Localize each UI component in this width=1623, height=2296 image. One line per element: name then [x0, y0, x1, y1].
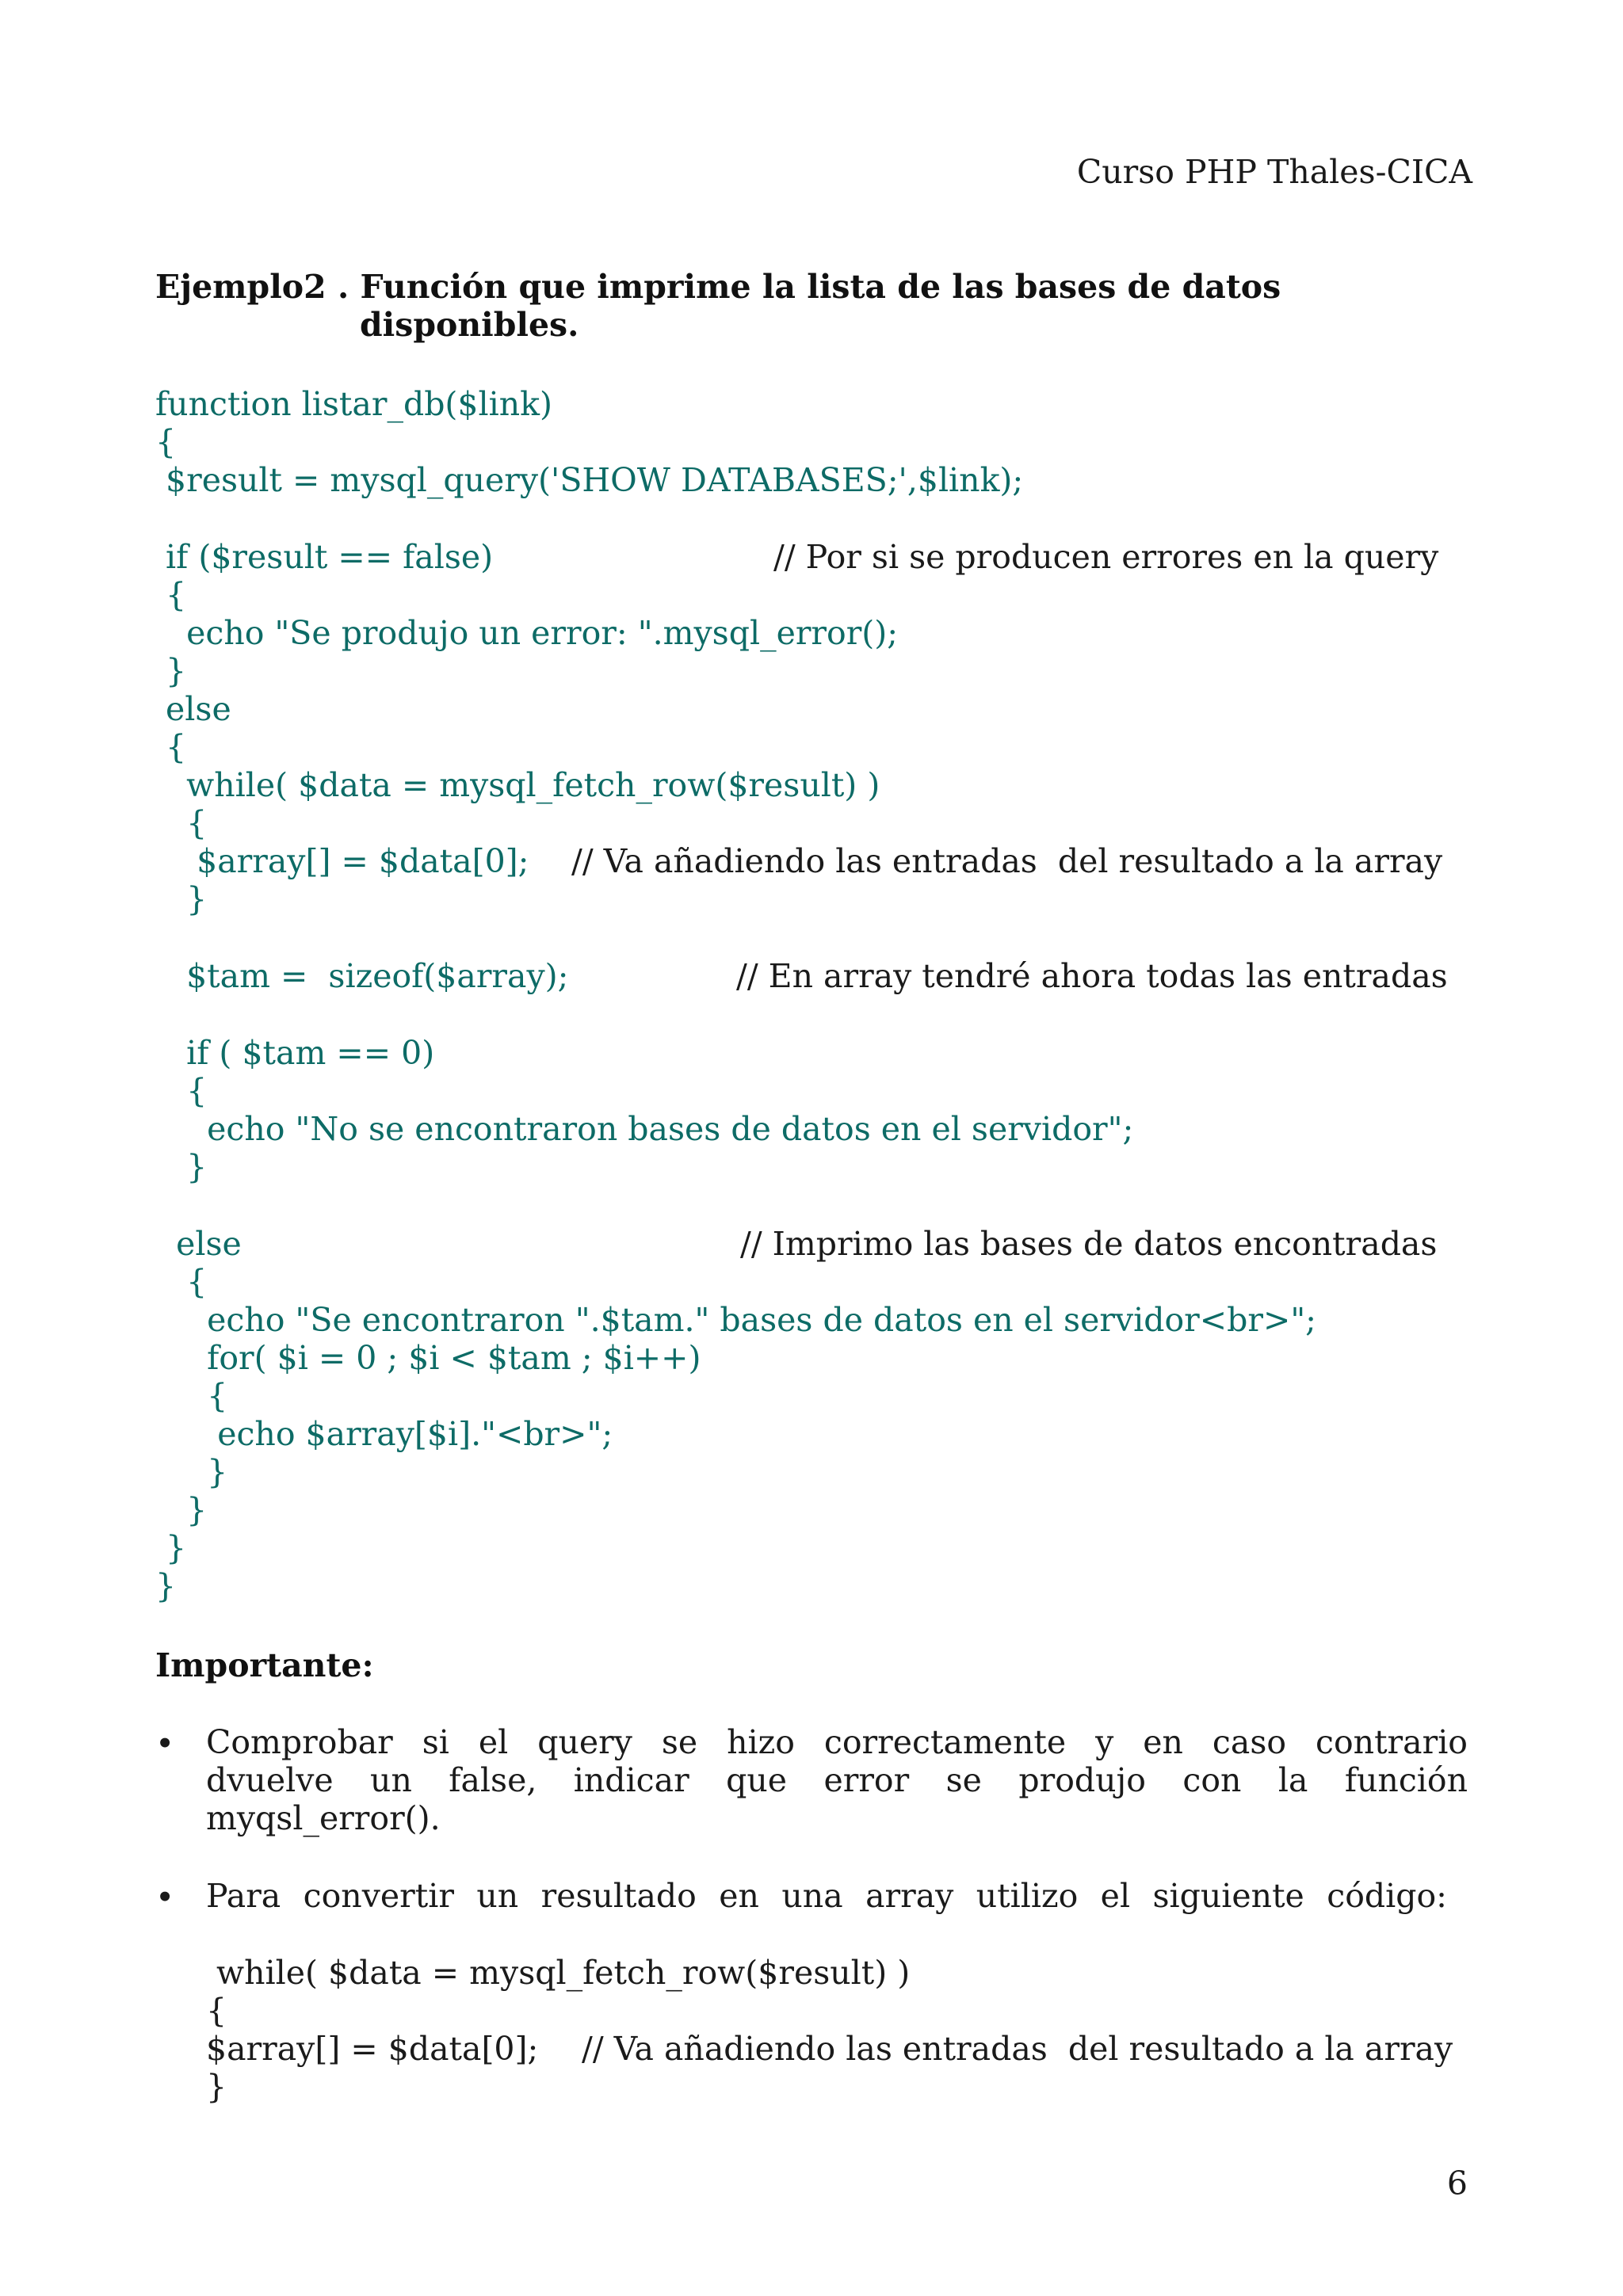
code-comment: // Va añadiendo las entradas del resultado a la array: [571, 842, 1443, 880]
code-line: }: [155, 652, 187, 690]
code-line: {: [155, 423, 177, 461]
code-line: $array[] = $data[0];: [155, 842, 529, 880]
code-line: $result = mysql_query('SHOW DATABASES;',$link);: [155, 461, 1024, 499]
code-line: echo "Se encontraron ".$tam." bases de datos en el servidor<br>";: [155, 1301, 1316, 1339]
code-line: while( $data = mysql_fetch_row($result) ): [206, 1954, 911, 1992]
code-line: {: [155, 1072, 208, 1110]
code-comment: // Va añadiendo las entradas del resultado a la array: [582, 2030, 1453, 2068]
code-comment: // En array tendré ahora todas las entradas: [736, 957, 1448, 995]
code-line: {: [206, 1992, 227, 2030]
code-line: }: [155, 1491, 208, 1529]
code-line: echo "Se produjo un error: ".mysql_error();: [155, 614, 899, 652]
bullet-1-marker: •: [155, 1725, 175, 1763]
code-line: {: [155, 576, 187, 614]
important-heading: Importante:: [155, 1646, 374, 1684]
code-line: }: [155, 880, 208, 918]
code-line: for( $i = 0 ; $i < $tam ; $i++): [155, 1339, 701, 1377]
code-line: $tam = sizeof($array);: [155, 957, 569, 995]
example-title-line-1: Ejemplo2 . Función que imprime la lista de las bases de datos: [155, 268, 1281, 306]
example-title: [155, 268, 1281, 344]
code-line: else: [155, 1225, 242, 1263]
running-header: Curso PHP Thales-CICA: [1076, 153, 1472, 191]
page-number: 6: [1446, 2164, 1468, 2203]
code-line: {: [155, 1263, 208, 1301]
code-comment: // Por si se producen errores en la query: [773, 538, 1439, 576]
bullet-1-line-3: myqsl_error().: [206, 1799, 441, 1837]
bullet-2-line-1: Para convertir un resultado en una array utilizo el siguiente código:: [206, 1877, 1447, 1915]
code-line: }: [155, 1529, 187, 1567]
code-line: while( $data = mysql_fetch_row($result) ): [155, 766, 880, 804]
bullet-2-marker: •: [155, 1878, 175, 1917]
bullet-1-text: [206, 1723, 1468, 1837]
example-title-line-2: disponibles.: [360, 306, 579, 344]
code-line: {: [155, 728, 187, 766]
bullet-1-line-1: Comprobar si el query se hizo correctamente y en caso contrario: [206, 1723, 1468, 1761]
code-line: if ( $tam == 0): [155, 1034, 435, 1072]
code-line: }: [155, 1148, 208, 1186]
code-line: {: [155, 804, 208, 842]
bullet-1-line-2: dvuelve un false, indicar que error se produjo con la función: [206, 1761, 1468, 1799]
code-line: $array[] = $data[0];: [206, 2030, 539, 2068]
code-comment: // Imprimo las bases de datos encontradas: [740, 1225, 1438, 1263]
code-line: }: [155, 1567, 177, 1605]
code-line: if ($result == false): [155, 538, 494, 576]
bullet-2-text: [206, 1877, 1447, 1915]
code-line: echo "No se encontraron bases de datos en el servidor";: [155, 1110, 1134, 1148]
code-line: }: [155, 1453, 228, 1491]
code-line: }: [206, 2068, 227, 2106]
code-line: echo $array[$i]."<br>";: [155, 1415, 613, 1453]
code-line: else: [155, 690, 231, 728]
code-line: {: [155, 1377, 228, 1415]
code-line: function listar_db($link): [155, 385, 552, 423]
